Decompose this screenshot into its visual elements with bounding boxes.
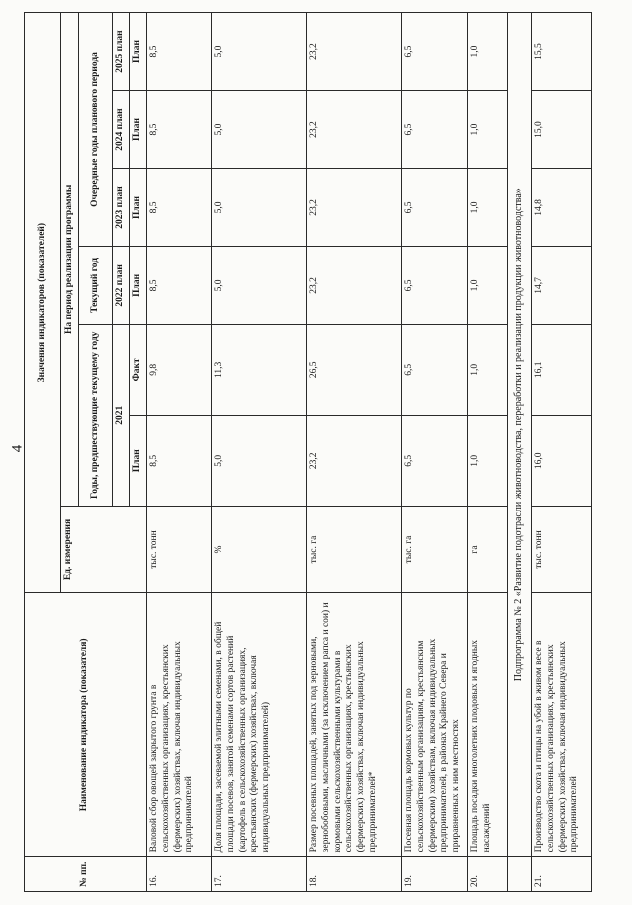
table-row [401, 13, 467, 892]
value-cell: 5,0 [211, 246, 306, 324]
unit-cell: га [467, 506, 507, 593]
row-number: 21. [531, 857, 591, 892]
unit-cell: % [211, 506, 306, 593]
value-cell: 1,0 [467, 169, 507, 247]
row-number: 18. [306, 857, 401, 892]
table-row [467, 13, 507, 892]
header-plan: План [129, 13, 146, 91]
header-period: На период реализации программы [61, 13, 79, 507]
value-cell: 1,0 [467, 91, 507, 169]
value-cell: 8,5 [146, 13, 211, 91]
value-cell: 6,5 [401, 246, 467, 324]
header-plan: План [129, 246, 146, 324]
value-cell: 23,2 [306, 246, 401, 324]
header-current-year: Текущий год [79, 246, 113, 324]
value-cell: 8,5 [146, 246, 211, 324]
header-2024: 2024 план [113, 91, 130, 169]
table-row [211, 13, 306, 892]
row-number: 19. [401, 857, 467, 892]
unit-cell: тыс. га [306, 506, 401, 593]
header-next-years: Очередные годы планового периода [79, 13, 113, 247]
value-cell: 5,0 [211, 169, 306, 247]
value-cell: 14,7 [531, 246, 591, 324]
indicator-name: Валовой сбор овощей закрытого грунта в сельскохозяйственных организациях, крестьянских (фермерских) хозяйствах, включая индивидуальных предпринимателей [146, 593, 211, 857]
unit-cell: тыс. тонн [531, 506, 591, 593]
value-cell: 11,3 [211, 324, 306, 415]
header-values: Значения индикаторов (показателей) [25, 13, 61, 593]
row-number: 16. [146, 857, 211, 892]
indicator-table [24, 12, 592, 892]
value-cell: 1,0 [467, 415, 507, 506]
subprogram-row [507, 13, 531, 892]
value-cell: 26,5 [306, 324, 401, 415]
value-cell: 6,5 [401, 13, 467, 91]
indicator-name: Площадь посадки многолетних плодовых и ягодных насаждений [467, 593, 507, 857]
indicator-name: Размер посевных площадей, занятых под зерновыми, зернобобовыми, масличными (за исключением рапса и сои) и кормовыми сельскохозяйственными культурами в сельскохозяйственных организациях, крестьянских (фермерских) хозяйствах, включая индивидуальных предпринимателей* [306, 593, 401, 857]
unit-cell: тыс. га [401, 506, 467, 593]
table-row [531, 13, 591, 892]
table-row [146, 13, 211, 892]
indicator-table-page [24, 12, 599, 892]
subprogram-title: Подпрограмма № 2 «Развитие подотрасли животноводства, переработки и реализации продукции животноводства» [507, 13, 531, 857]
value-cell: 6,5 [401, 91, 467, 169]
page-number: 4 [9, 444, 26, 453]
header-2025: 2025 план [113, 13, 130, 91]
unit-cell: тыс. тонн [146, 506, 211, 593]
indicator-name: Посевная площадь кормовых культур по сельскохозяйственным организациям, крестьянским (фермерским) хозяйствам, включая индивидуальных предпринимателей, в районах Крайнего Севера и приравненных к ним местностях [401, 593, 467, 857]
value-cell: 16,1 [531, 324, 591, 415]
value-cell: 15,0 [531, 91, 591, 169]
value-cell: 16,0 [531, 415, 591, 506]
value-cell: 1,0 [467, 13, 507, 91]
value-cell: 14,8 [531, 169, 591, 247]
header-2023: 2023 план [113, 169, 130, 247]
value-cell: 8,5 [146, 169, 211, 247]
value-cell: 1,0 [467, 324, 507, 415]
header-fact: Факт [129, 324, 146, 415]
value-cell: 23,2 [306, 13, 401, 91]
value-cell: 5,0 [211, 13, 306, 91]
value-cell: 23,2 [306, 415, 401, 506]
header-2021: 2021 [113, 324, 130, 506]
value-cell: 6,5 [401, 415, 467, 506]
header-plan: План [129, 91, 146, 169]
value-cell: 15,5 [531, 13, 591, 91]
value-cell: 5,0 [211, 91, 306, 169]
row-number: 17. [211, 857, 306, 892]
header-plan: План [129, 169, 146, 247]
value-cell: 23,2 [306, 169, 401, 247]
indicator-name: Доля площади, засеваемой элитными семенами, в общей площади посевов, занятой семенами сортов растений (картофель в сельскохозяйственных организациях, крестьянских (фермерских) хозяйствах, включая индивидуальных предпринимателей) [211, 593, 306, 857]
value-cell: 8,5 [146, 415, 211, 506]
header-unit: Ед. измерения [61, 506, 147, 593]
header-prev-years: Годы, предшествующие текущему году [79, 324, 113, 506]
header-2022: 2022 план [113, 246, 130, 324]
row-number: 20. [467, 857, 507, 892]
header-name: Наименование индикатора (показателя) [25, 593, 147, 857]
value-cell: 9,8 [146, 324, 211, 415]
header-no: № пп. [25, 857, 147, 892]
indicator-name: Производство скота и птицы на убой в живом весе в сельскохозяйственных организациях, крестьянских (фермерских) хозяйствах, включая индивидуальных предпринимателей [531, 593, 591, 857]
value-cell: 5,0 [211, 415, 306, 506]
value-cell: 6,5 [401, 169, 467, 247]
value-cell: 23,2 [306, 91, 401, 169]
table-row [306, 13, 401, 892]
value-cell: 1,0 [467, 246, 507, 324]
header-plan: План [129, 415, 146, 506]
value-cell: 8,5 [146, 91, 211, 169]
value-cell: 6,5 [401, 324, 467, 415]
